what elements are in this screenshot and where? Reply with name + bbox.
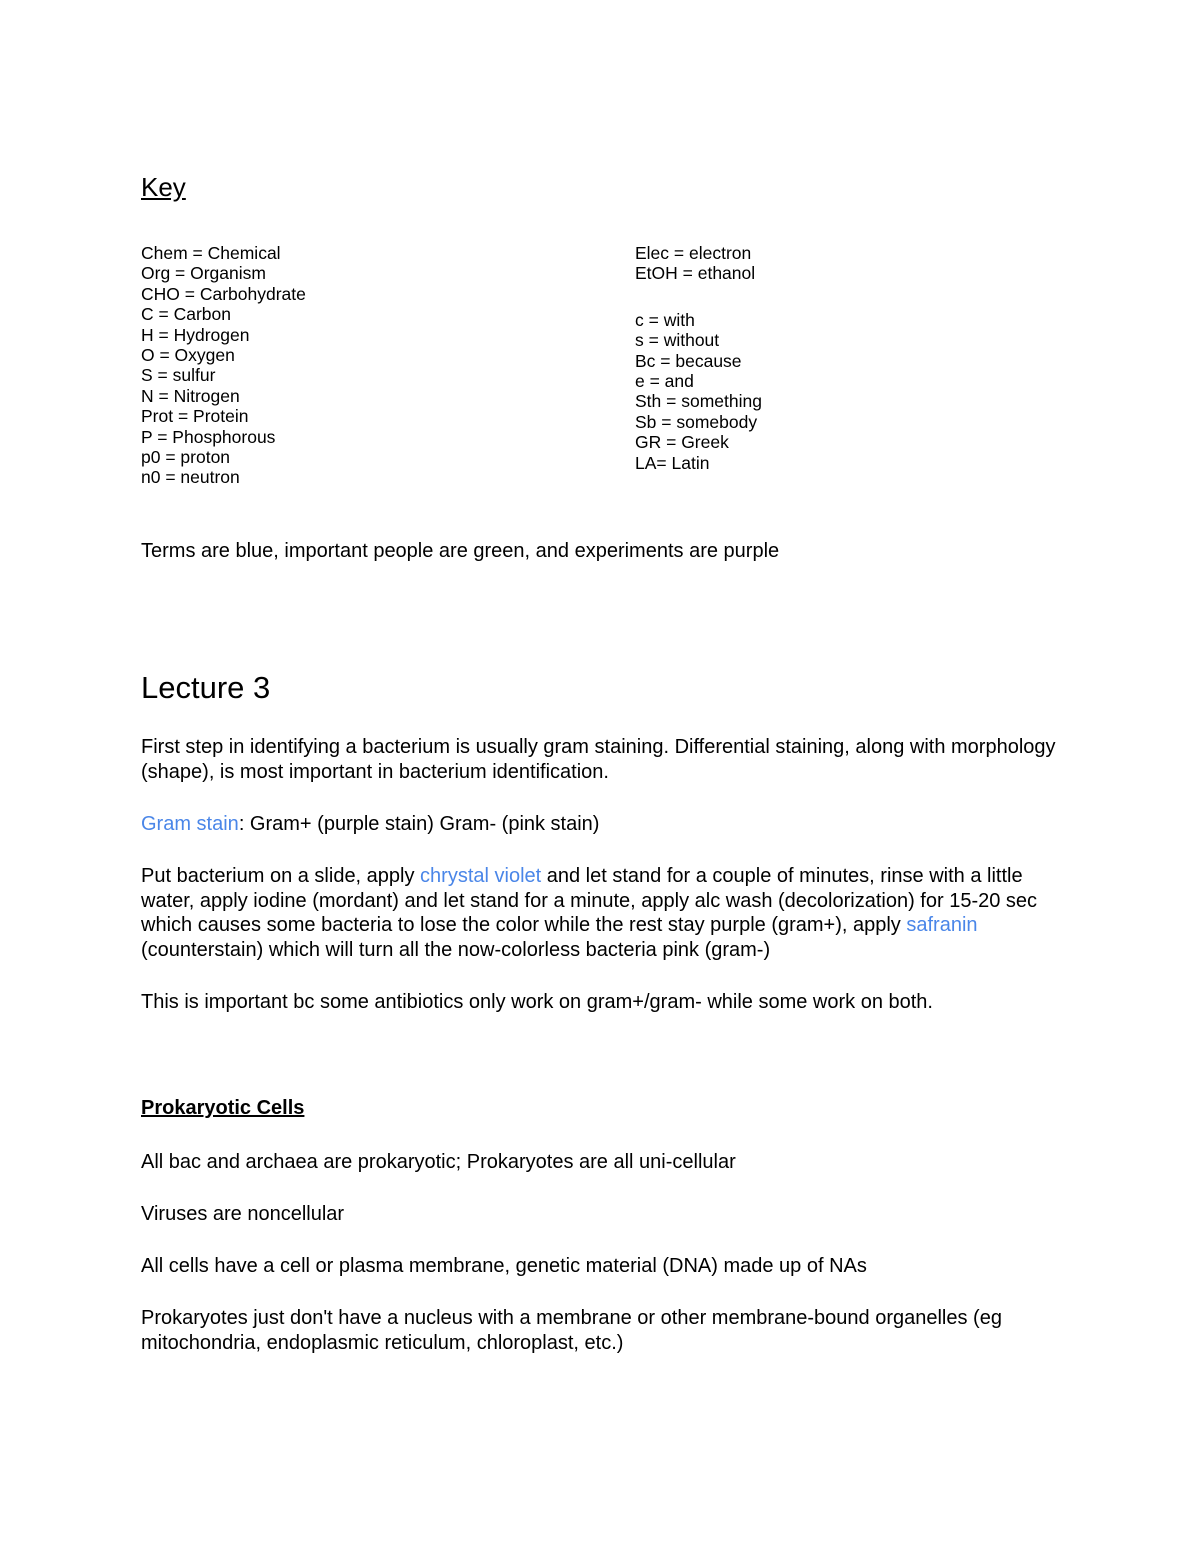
key-item: p0 = proton: [141, 447, 231, 468]
key-item: Elec = electron: [635, 243, 752, 263]
key-heading: Key: [141, 172, 186, 202]
key-item: GR = Greek: [635, 432, 729, 453]
paragraph-text: (counterstain) which will turn all the now-colorless bacteria pink (gram-): [141, 938, 771, 961]
paragraph-gram-stain: [141, 812, 1061, 837]
key-item: Chem = Chemical: [141, 243, 281, 263]
paragraph-staining-procedure: [141, 864, 1061, 962]
term-safranin: safranin: [906, 914, 978, 936]
key-item: s = without: [635, 330, 720, 351]
key-item: O = Oxygen: [141, 345, 235, 366]
paragraph-cells: All cells have a cell or plasma membrane, genetic material (DNA) made up of NAs: [141, 1255, 867, 1277]
section-heading-prokaryotic-cells: Prokaryotic Cells: [141, 1097, 305, 1119]
paragraph-prokaryote-nucleus: Prokaryotes just don't have a nucleus with a membrane or other membrane-bound organelles (eg mitochondria, endoplasmic reticulum, chloroplast, etc.): [141, 1307, 1002, 1354]
key-item: Bc = because: [635, 350, 742, 371]
key-left-column: [141, 243, 306, 488]
key-item: N = Nitrogen: [141, 385, 240, 406]
color-legend-text: Terms are blue, important people are green, and experiments are purple: [141, 540, 780, 562]
key-item: n0 = neutron: [141, 467, 240, 488]
key-item: S = sulfur: [141, 365, 216, 386]
key-item: H = Hydrogen: [141, 324, 250, 345]
key-right-column: [635, 243, 762, 473]
key-item: C = Carbon: [141, 304, 231, 325]
paragraph-text: : Gram+ (purple stain) Gram- (pink stain): [238, 813, 600, 835]
key-item: P = Phosphorous: [141, 426, 276, 447]
key-item: Sb = somebody: [635, 411, 758, 432]
key-item: EtOH = ethanol: [635, 263, 756, 284]
key-item: Sth = something: [635, 391, 762, 412]
paragraph-text: and let stand for a couple of minutes, rinse with a little water, apply iodine (mordant) and let stand for a minute, apply alc wash (decolorization) for 15-20 sec which causes some bacteria to lose the color while the rest stay purple (gram+), apply: [141, 865, 1038, 936]
lecture-title: Lecture 3: [141, 670, 271, 705]
key-spacer: [635, 284, 762, 310]
key-item: CHO = Carbohydrate: [141, 283, 306, 304]
paragraph-antibiotics: This is important bc some antibiotics only work on gram+/gram- while some work on both.: [141, 991, 933, 1013]
paragraph-gram-staining-intro: First step in identifying a bacterium is usually gram staining. Differential staining, along with morphology (shape), is most important in bacterium identification.: [141, 736, 1056, 783]
paragraph-viruses: Viruses are noncellular: [141, 1203, 345, 1225]
key-item: Prot = Protein: [141, 406, 249, 427]
term-crystal-violet: chrystal violet: [420, 865, 542, 887]
term-gram-stain: Gram stain: [141, 813, 239, 835]
key-item: c = with: [635, 309, 695, 330]
paragraph-text: Put bacterium on a slide, apply: [141, 865, 421, 887]
paragraph-prokaryotic: All bac and archaea are prokaryotic; Prokaryotes are all uni-cellular: [141, 1151, 736, 1173]
key-item: e = and: [635, 371, 694, 392]
key-item: LA= Latin: [635, 452, 710, 473]
key-item: Org = Organism: [141, 263, 266, 284]
